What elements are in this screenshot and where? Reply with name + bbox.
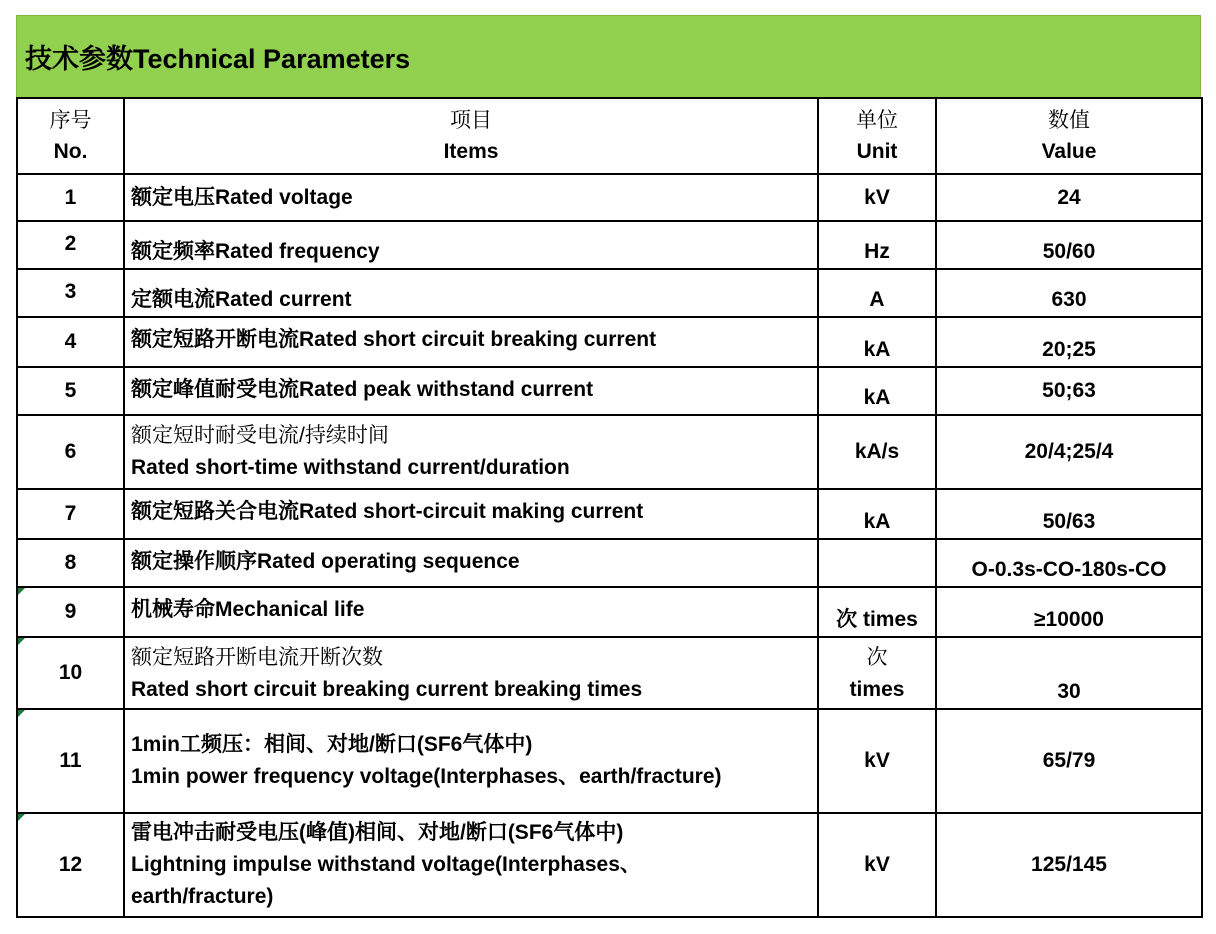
row-no-text: 10: [58, 661, 83, 684]
row-value: 50/60: [936, 221, 1202, 269]
row-item: 额定短路关合电流Rated short-circuit making current: [124, 489, 818, 539]
row-unit: kV: [818, 174, 936, 221]
row-unit: kA: [818, 317, 936, 367]
header-unit: [818, 98, 936, 174]
parameters-table: [16, 97, 1203, 918]
row-item: [124, 637, 818, 709]
row-unit: kV: [818, 813, 936, 917]
row-item-cn: 1min工频压：相间、对地/断口(SF6气体中): [131, 733, 533, 756]
row-unit: kA: [818, 489, 936, 539]
row-item: [124, 415, 818, 489]
cell-marker-icon: [18, 638, 25, 645]
row-unit: Hz: [818, 221, 936, 269]
cell-marker-icon: [18, 710, 25, 717]
row-unit: [818, 637, 936, 709]
table-row: [17, 221, 1202, 269]
row-no: 1: [17, 174, 124, 221]
header-value-cn: 数值: [1048, 109, 1090, 132]
row-no: 5: [17, 367, 124, 415]
row-unit-en: times: [849, 678, 905, 701]
row-value: O-0.3s-CO-180s-CO: [936, 539, 1202, 587]
row-value: 50;63: [936, 367, 1202, 415]
row-value: 20;25: [936, 317, 1202, 367]
row-item-cn: 额定短路开断电流开断次数: [131, 646, 383, 669]
table-row: [17, 709, 1202, 813]
row-item-cn: 雷电冲击耐受电压(峰值)相间、对地/断口(SF6气体中): [131, 821, 624, 844]
row-no: [17, 813, 124, 917]
row-no: 3: [17, 269, 124, 317]
row-item-en: 1min power frequency voltage(Interphases、earth/fracture): [131, 765, 722, 788]
row-unit: 次 times: [818, 587, 936, 637]
row-item-en: Lightning impulse withstand voltage(Interphases、: [131, 853, 641, 876]
parameters-sheet: [16, 15, 1201, 918]
row-no: 8: [17, 539, 124, 587]
row-no: 4: [17, 317, 124, 367]
sheet-title: 技术参数Technical Parameters: [16, 15, 1201, 97]
row-unit: kA/s: [818, 415, 936, 489]
header-items-en: Items: [443, 140, 499, 163]
row-unit: [818, 539, 936, 587]
row-value: 24: [936, 174, 1202, 221]
row-no: 6: [17, 415, 124, 489]
row-no: 7: [17, 489, 124, 539]
row-item: [124, 813, 818, 917]
table-row: [17, 587, 1202, 637]
header-items: [124, 98, 818, 174]
table-row: [17, 174, 1202, 221]
row-unit: A: [818, 269, 936, 317]
header-items-cn: 项目: [450, 109, 492, 132]
row-item-en: Rated short circuit breaking current breaking times: [131, 678, 643, 701]
row-item-en-cont: earth/fracture): [131, 885, 274, 908]
table-row: [17, 637, 1202, 709]
header-no: [17, 98, 124, 174]
row-no-text: 11: [59, 749, 82, 772]
cell-marker-icon: [18, 588, 25, 595]
row-item: 额定操作顺序Rated operating sequence: [124, 539, 818, 587]
row-no: [17, 587, 124, 637]
table-row: [17, 317, 1202, 367]
row-item: 额定频率Rated frequency: [124, 221, 818, 269]
row-value: 20/4;25/4: [936, 415, 1202, 489]
cell-marker-icon: [18, 814, 25, 821]
table-row: [17, 813, 1202, 917]
row-value: 30: [936, 637, 1202, 709]
row-value: 125/145: [936, 813, 1202, 917]
row-item: 定额电流Rated current: [124, 269, 818, 317]
table-row: [17, 367, 1202, 415]
row-no: 2: [17, 221, 124, 269]
row-item: [124, 709, 818, 813]
row-item: 额定短路开断电流Rated short circuit breaking current: [124, 317, 818, 367]
header-value-en: Value: [1041, 140, 1097, 163]
header-value: [936, 98, 1202, 174]
row-value: 630: [936, 269, 1202, 317]
row-unit: kA: [818, 367, 936, 415]
row-unit: kV: [818, 709, 936, 813]
table-row: [17, 489, 1202, 539]
table-row: [17, 539, 1202, 587]
row-no: [17, 709, 124, 813]
table-row: [17, 415, 1202, 489]
row-no: [17, 637, 124, 709]
header-no-en: No.: [53, 140, 88, 163]
row-no-text: 9: [64, 600, 77, 623]
header-unit-en: Unit: [856, 140, 898, 163]
row-value: 65/79: [936, 709, 1202, 813]
row-no-text: 12: [58, 853, 83, 876]
row-item: 额定电压Rated voltage: [124, 174, 818, 221]
row-item: 额定峰值耐受电流Rated peak withstand current: [124, 367, 818, 415]
row-value: ≥10000: [936, 587, 1202, 637]
row-item: 机械寿命Mechanical life: [124, 587, 818, 637]
row-value: 50/63: [936, 489, 1202, 539]
row-unit-cn: 次: [866, 646, 888, 669]
header-no-cn: 序号: [49, 109, 92, 132]
header-unit-cn: 单位: [856, 109, 898, 132]
table-header-row: [17, 98, 1202, 174]
row-item-cn: 额定短时耐受电流/持续时间: [131, 424, 389, 447]
table-row: [17, 269, 1202, 317]
row-item-en: Rated short-time withstand current/duration: [131, 456, 570, 479]
